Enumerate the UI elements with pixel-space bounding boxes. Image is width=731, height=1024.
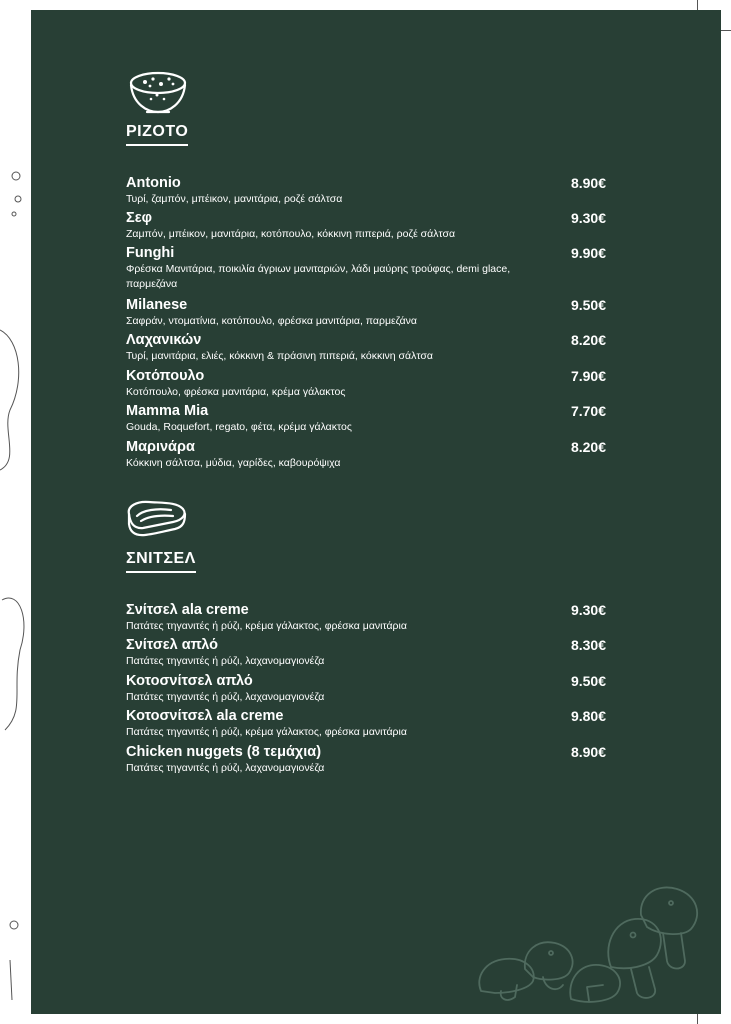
section-title-risotto: ΡΙΖΟΤΟ	[126, 123, 188, 146]
menu-page	[31, 10, 721, 1014]
menu-item	[126, 245, 606, 297]
section-title-schnitzel: ΣΝΙΤΣΕΛ	[126, 550, 196, 573]
item-description: Κοτόπουλο, φρέσκα μανιτάρια, κρέμα γάλακτος	[126, 386, 346, 398]
item-name: Σεφ	[126, 210, 152, 226]
menu-item	[126, 403, 606, 439]
menu-item	[126, 297, 606, 332]
item-description: Πατάτες τηγανιτές ή ρύζι, λαχανομαγιονέζα	[126, 655, 325, 667]
mushroom-illustration-icon	[471, 881, 711, 1006]
menu-item	[126, 175, 606, 210]
menu-item	[126, 602, 606, 637]
menu-item	[126, 439, 606, 474]
risotto-item-list	[126, 175, 606, 474]
item-name: Chicken nuggets (8 τεμάχια)	[126, 744, 322, 760]
item-name: Antonio	[126, 175, 181, 191]
item-price: 9.80€	[570, 708, 606, 724]
item-description: Σαφράν, ντοματίνια, κοτόπουλο, φρέσκα μανιτάρια, παρμεζάνα	[126, 315, 417, 327]
item-name: Milanese	[126, 297, 188, 313]
item-price: 9.50€	[570, 673, 606, 689]
item-description: Πατάτες τηγανιτές ή ρύζι, λαχανομαγιονέζα	[126, 691, 325, 703]
item-description: Ζαμπόν, μπέικον, μανιτάρια, κοτόπουλο, κόκκινη πιπεριά, ροζέ σάλτσα	[126, 228, 456, 240]
item-price: 8.90€	[570, 175, 606, 191]
item-price: 7.70€	[570, 403, 606, 419]
item-name: Κοτοσνίτσελ ala creme	[126, 708, 284, 724]
risotto-bowl-icon	[127, 66, 189, 116]
item-price: 9.30€	[570, 210, 606, 226]
item-name: Λαχανικών	[126, 332, 202, 348]
schnitzel-item-list	[126, 602, 606, 779]
item-name: Σνίτσελ απλό	[126, 637, 218, 653]
item-name: Mamma Mia	[126, 403, 209, 419]
item-name: Funghi	[126, 245, 175, 261]
menu-item	[126, 368, 606, 403]
item-description: Πατάτες τηγανιτές ή ρύζι, κρέμα γάλακτος, φρέσκα μανιτάρια	[126, 726, 407, 738]
item-description: Πατάτες τηγανιτές ή ρύζι, λαχανομαγιονέζα	[126, 762, 325, 774]
item-price: 9.30€	[570, 602, 606, 618]
menu-item	[126, 744, 606, 779]
item-description: Gouda, Roquefort, regato, φέτα, κρέμα γάλακτος	[126, 421, 352, 433]
item-price: 8.20€	[570, 439, 606, 455]
item-name: Μαρινάρα	[126, 439, 195, 455]
menu-item	[126, 637, 606, 673]
item-price: 8.90€	[570, 744, 606, 760]
item-name: Σνίτσελ ala creme	[126, 602, 249, 618]
item-price: 9.50€	[570, 297, 606, 313]
menu-item	[126, 332, 606, 368]
item-price: 8.30€	[570, 637, 606, 653]
item-description: Φρέσκα Μανιτάρια, ποικιλία άγριων μανιταριών, λάδι μαύρης τρούφας, demi glace, παρμεζάνα	[126, 263, 511, 290]
item-name: Κοτοσνίτσελ απλό	[126, 673, 253, 689]
item-price: 7.90€	[570, 368, 606, 384]
item-price: 9.90€	[570, 245, 606, 261]
menu-item	[126, 708, 606, 744]
item-description: Τυρί, ζαμπόν, μπέικον, μανιτάρια, ροζέ σάλτσα	[126, 193, 343, 205]
menu-item	[126, 673, 606, 708]
left-margin-doodle	[0, 0, 31, 1024]
item-description: Πατάτες τηγανιτές ή ρύζι, κρέμα γάλακτος, φρέσκα μανιτάρια	[126, 620, 407, 632]
menu-item	[126, 210, 606, 245]
item-name: Κοτόπουλο	[126, 368, 205, 384]
item-description: Τυρί, μανιτάρια, ελιές, κόκκινη & πράσινη πιπεριά, κόκκινη σάλτσα	[126, 350, 433, 362]
steak-icon	[123, 498, 189, 540]
item-description: Κόκκινη σάλτσα, μύδια, γαρίδες, καβουρόψιχα	[126, 457, 341, 469]
item-price: 8.20€	[570, 332, 606, 348]
